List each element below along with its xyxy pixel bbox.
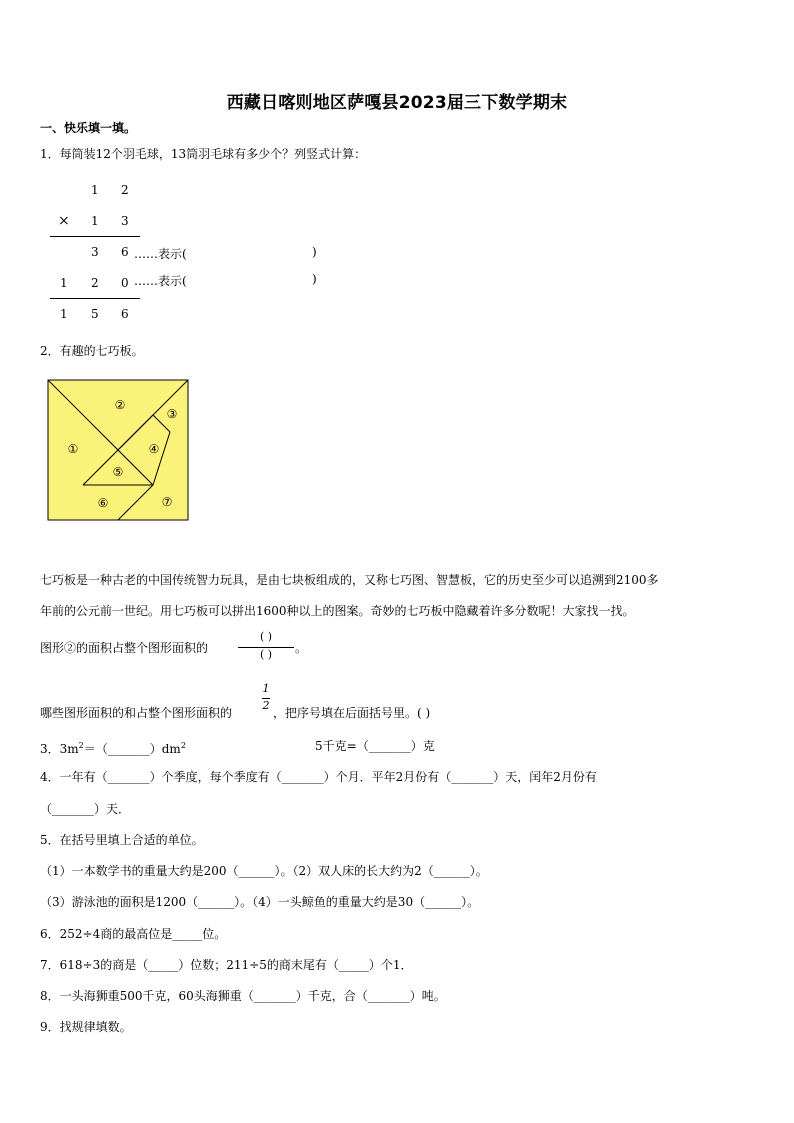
- piece-5-label: ⑤: [112, 465, 124, 479]
- digit: 2: [91, 276, 99, 290]
- question-8[interactable]: 8．一头海狮重500千克，60头海狮重（_______）千克，合（_______）吨。: [40, 989, 446, 1003]
- superscript: 2: [78, 741, 84, 750]
- digit: 5: [91, 307, 99, 321]
- question-4-line-1[interactable]: 4．一年有（_______）个季度，每个季度有（_______）个月．平年2月份有（_______）天，闰年2月份有: [40, 770, 597, 784]
- question-5-line-1[interactable]: （1）一本数学书的重量大约是200（______）。（2）双人床的长大约为2（______）。: [40, 864, 488, 878]
- page-title: 西藏日喀则地区萨嘎县2023届三下数学期末: [226, 93, 568, 113]
- annotation-label: ……表示(: [134, 274, 187, 288]
- piece-4-label: ④: [148, 442, 160, 456]
- digit: 1: [91, 183, 99, 197]
- digit: 2: [121, 183, 129, 197]
- area-question-end: 。: [295, 641, 308, 655]
- question-3-left[interactable]: [40, 738, 186, 757]
- question-3-right[interactable]: 5千克=（_______）克: [315, 739, 435, 753]
- question-6[interactable]: 6．252÷4商的最高位是_____位。: [40, 927, 227, 941]
- section-heading: 一、快乐填一填。: [40, 121, 137, 135]
- question-5-text: 5．在括号里填上合适的单位。: [40, 833, 204, 847]
- multiply-sign: ×: [58, 213, 70, 229]
- sum-question-text-2[interactable]: ，把序号填在后面括号里。( ): [273, 706, 431, 720]
- question-3-left-b: ＝（_______）dm: [83, 742, 181, 756]
- area-question-text: 图形②的面积占整个图形面积的: [40, 641, 209, 655]
- half-numerator: 1: [262, 682, 270, 695]
- rule-line: [50, 298, 140, 299]
- rule-line: [50, 236, 140, 237]
- piece-3-label: ③: [166, 407, 178, 421]
- question-1-text: 1．每筒装12个羽毛球，13筒羽毛球有多少个？列竖式计算：: [40, 147, 367, 161]
- piece-2-label: ②: [114, 398, 126, 412]
- digit: 6: [121, 307, 129, 321]
- fraction-numerator-blank[interactable]: ( ): [259, 630, 273, 643]
- question-2-text: 2．有趣的七巧板。: [40, 344, 144, 358]
- tangram-figure: [46, 378, 192, 522]
- digit: 0: [121, 276, 129, 290]
- digit: 3: [121, 214, 129, 228]
- half-denominator: 2: [262, 699, 270, 712]
- digit: 3: [91, 245, 99, 259]
- superscript: 2: [180, 741, 186, 750]
- tangram-paragraph-line-2: 年前的公元前一世纪。用七巧板可以拼出1600种以上的图案。奇妙的七巧板中隐藏着许多分数呢！大家找一找。: [40, 604, 635, 618]
- question-4-line-2[interactable]: （_______）天．: [40, 802, 131, 816]
- digit: 6: [121, 245, 129, 259]
- question-5-line-2[interactable]: （3）游泳池的面积是1200（______）。（4）一头鲸鱼的重量大约是30（______）。: [40, 895, 480, 909]
- piece-7-label: ⑦: [161, 495, 173, 509]
- digit: 1: [60, 276, 68, 290]
- annotation-close: ): [312, 245, 317, 259]
- question-3-left-a: 3．3m: [40, 742, 79, 756]
- question-9: 9．找规律填数。: [40, 1020, 132, 1034]
- piece-1-label: ①: [67, 442, 79, 456]
- tangram-paragraph-line-1: 七巧板是一种古老的中国传统智力玩具，是由七块板组成的，又称七巧图、智慧板，它的历史至少可以追溯到2100多: [40, 573, 659, 587]
- sum-question-text: 哪些图形面积的和占整个图形面积的: [40, 706, 233, 720]
- fraction-denominator-blank[interactable]: ( ): [259, 648, 273, 661]
- piece-6-label: ⑥: [97, 496, 109, 510]
- annotation-close: ): [312, 272, 317, 286]
- digit: 1: [60, 307, 68, 321]
- annotation-label: ……表示(: [134, 247, 187, 261]
- question-7[interactable]: 7．618÷3的商是（_____）位数；211÷5的商末尾有（_____）个1．: [40, 958, 413, 972]
- digit: 1: [91, 214, 99, 228]
